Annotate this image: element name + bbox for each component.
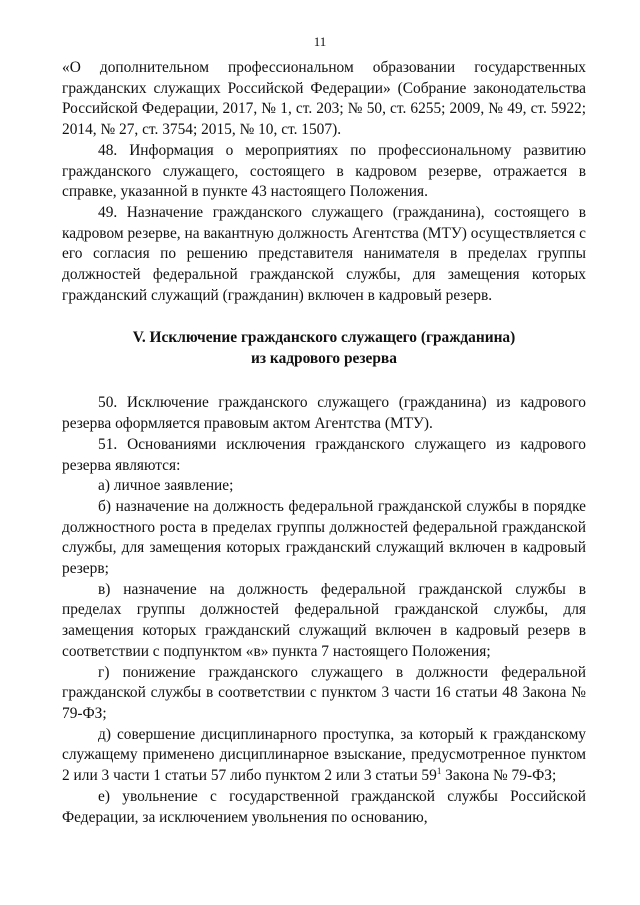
paragraph-49: 49. Назначение гражданского служащего (гражданина), состоящего в кадровом резерве, на вакантную должность Агентства (МТУ) осуществляется с его согласия по решению представителя нанимателя в пределах группы должностей федеральной гражданской службы, для замещения которых гражданский служащий (гражданин) включен в кадровый резерв. [62,203,586,304]
list-item-a: а) личное заявление; [98,477,234,495]
footnote-superscript: 1 [436,765,442,776]
document-body [62,58,586,828]
page-number: 11 [313,34,327,49]
list-item-d-text-end: Закона № 79-ФЗ; [441,767,557,785]
section-heading [62,327,586,369]
paragraph-51: 51. Основаниями исключения гражданского служащего из кадрового резерва являются: [62,435,586,474]
paragraph-50: 50. Исключение гражданского служащего (гражданина) из кадрового резерва оформляется правовым актом Агентства (МТУ). [62,394,586,433]
list-item-d-text: д) совершение дисциплинарного проступка, за который к гражданскому служащему применено дисциплинарное взыскание, предусмотренное пунктом 2 или 3 части 1 статьи 57 либо пунктом 2 или 3 статьи 59 [62,725,586,785]
section-heading-line-2: из кадрового резерва [251,350,397,368]
list-item-e: е) увольнение с государственной гражданской службы Российской Федерации, за исключением увольнения по основанию, [62,787,586,826]
paragraph-48: 48. Информация о мероприятиях по профессиональному развитию гражданского служащего, состоящего в кадровом резерве, отражается в справке, указанной в пункте 43 настоящего Положения. [62,141,586,201]
list-item-g: г) понижение гражданского служащего в должности федеральной гражданской службы в соответствии с пунктом 3 части 16 статьи 48 Закона № 79-ФЗ; [62,663,586,722]
list-item-b: б) назначение на должность федеральной гражданской службы в порядке должностного роста в пределах группы должностей федеральной гражданской службы, для замещения которых гражданский служащий включен в кадровый резерв; [62,497,586,578]
list-item-d [62,725,586,787]
intro-paragraph: «О дополнительном профессиональном образовании государственных гражданских служащих Российской Федерации» (Собрание законодательства Российской Федерации, 2017, № 1, ст. 203; № 50, ст. 6255; 2009, № 49, ст. 5922; 2014, № 27, ст. 3754; 2015, № 10, ст. 1507). [62,59,586,139]
section-heading-line-1: V. Исключение гражданского служащего (гражданина) [132,329,516,347]
list-item-v: в) назначение на должность федеральной гражданской службы в пределах группы должностей федеральной гражданской службы, для замещения которых гражданский служащий включен в кадровый резерв в соответствии с подпунктом «в» пункта 7 настоящего Положения; [62,580,586,660]
